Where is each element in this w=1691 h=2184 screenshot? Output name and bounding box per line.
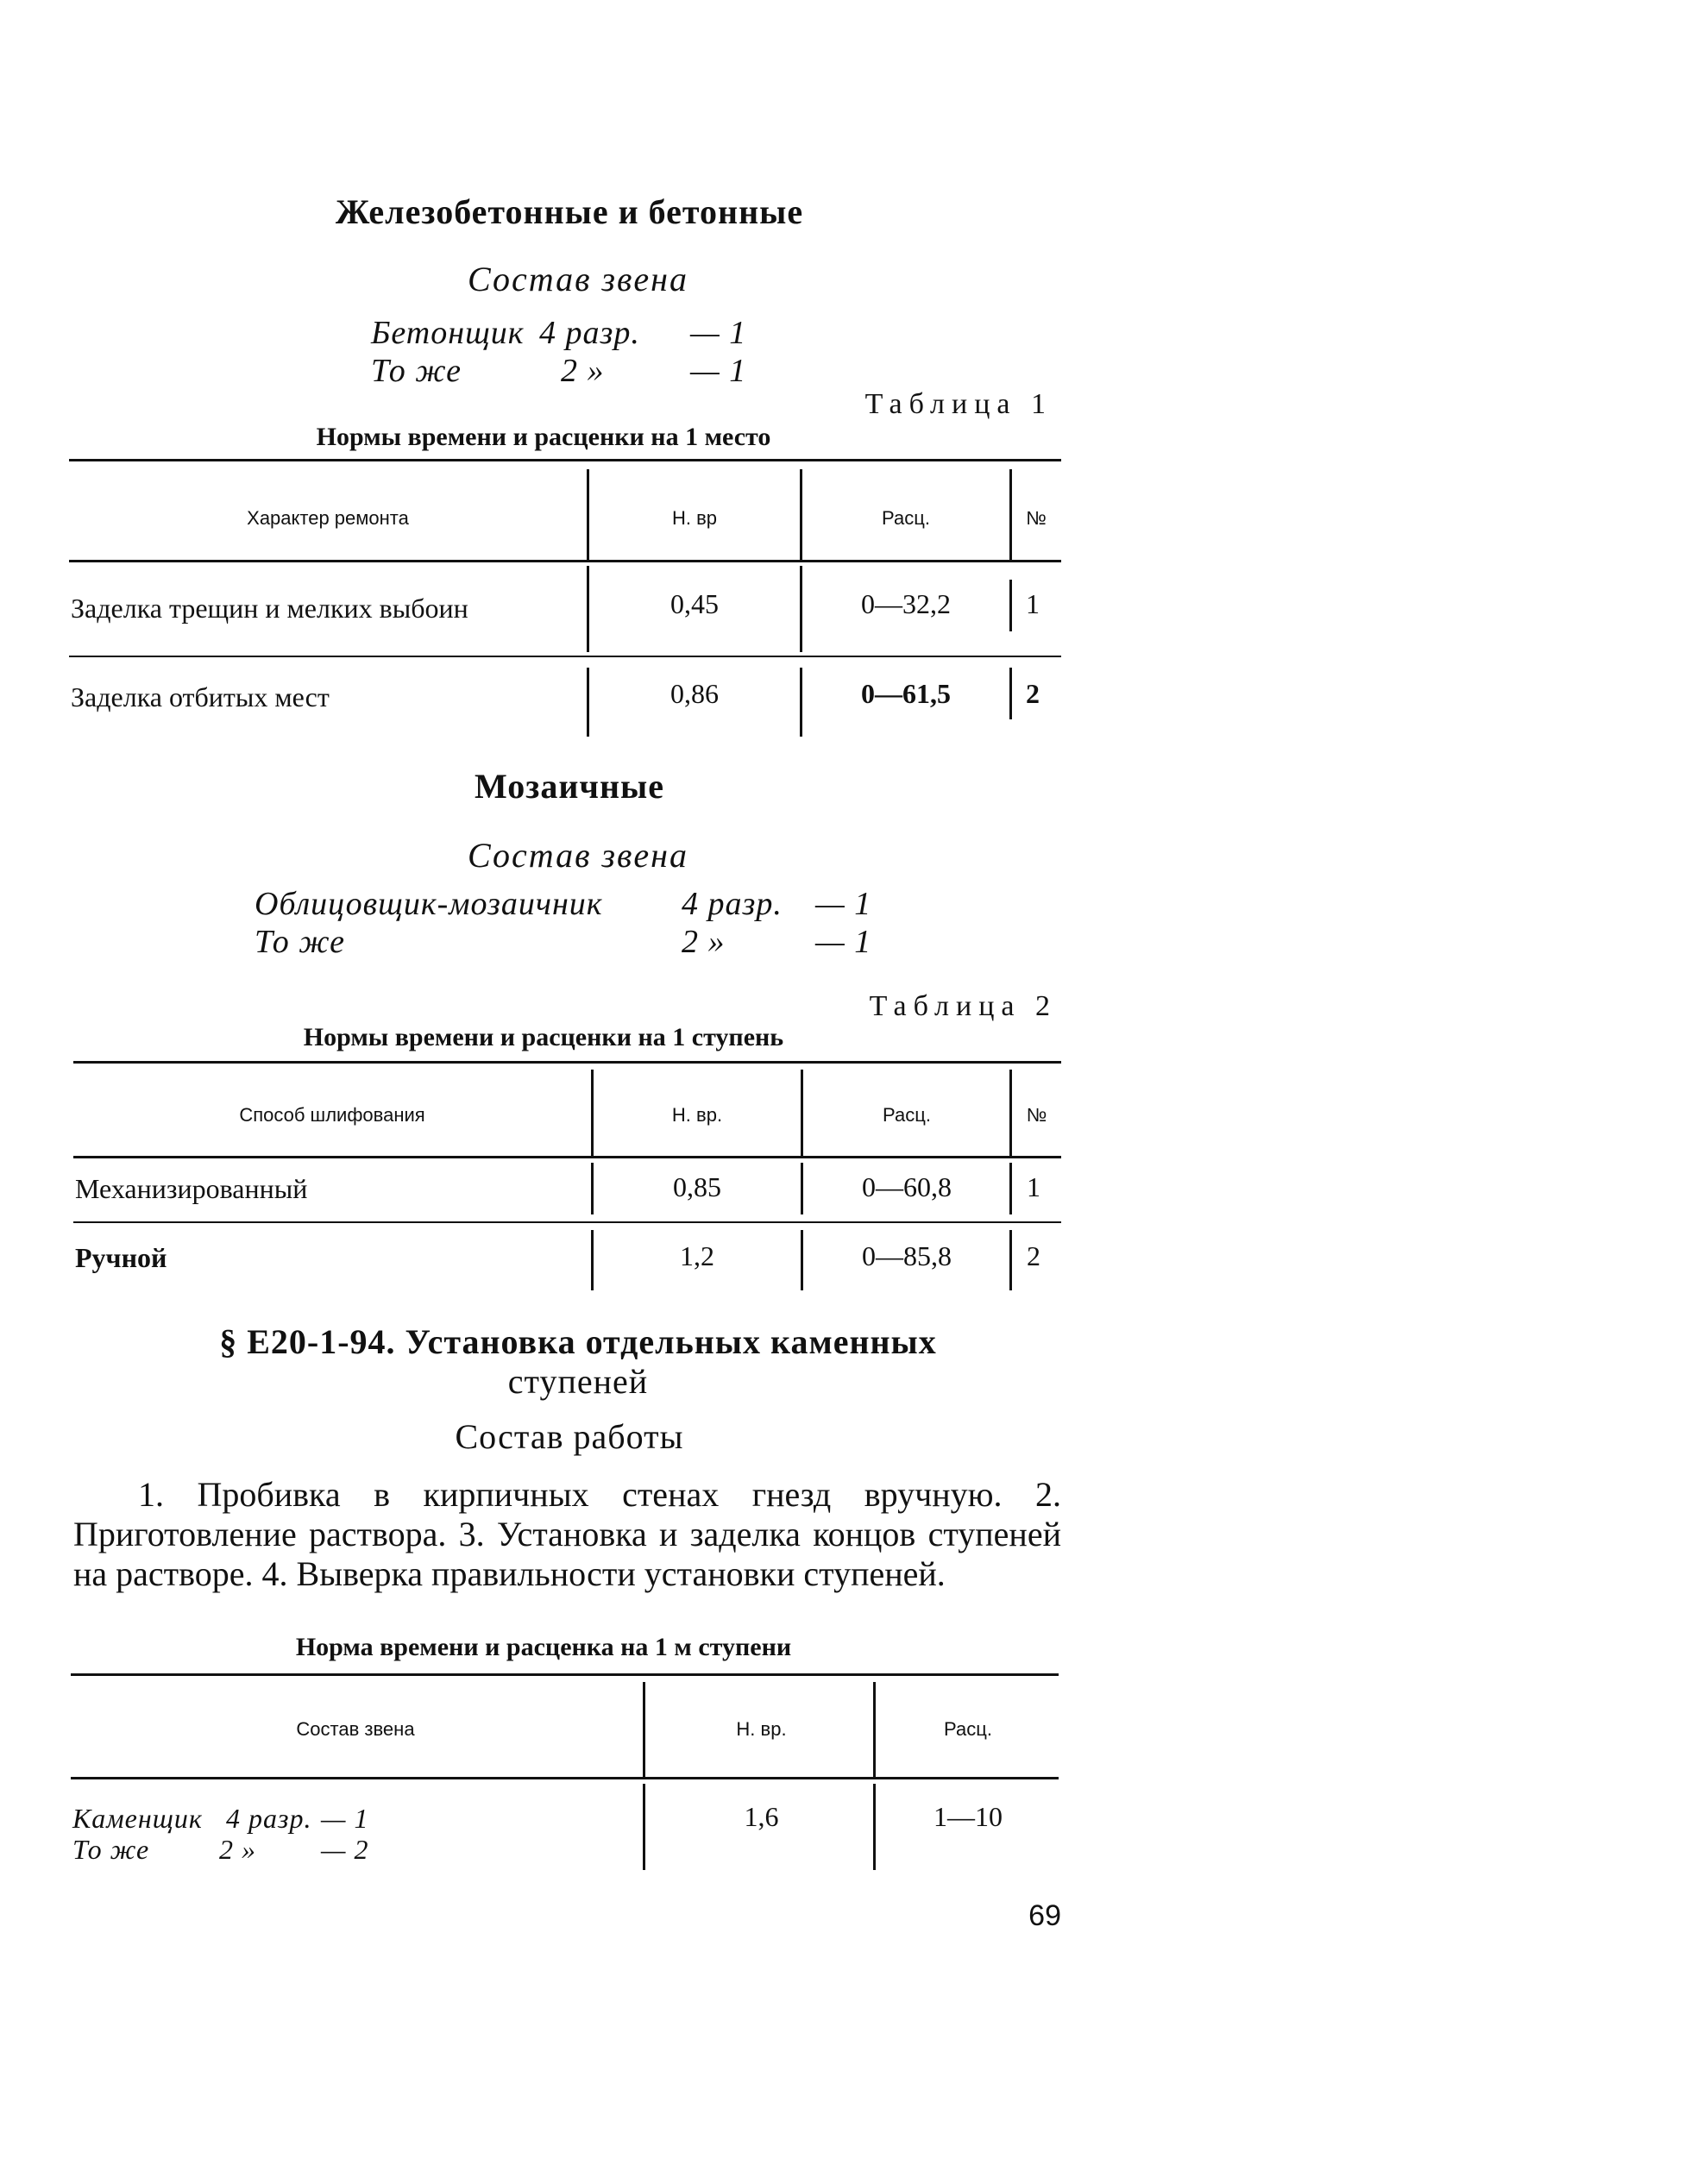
- table-2: [73, 1061, 1061, 1294]
- table-cell: 0,86: [670, 678, 719, 709]
- table-header-cell: Способ шлифования: [239, 1104, 425, 1126]
- crew-grade: 2 »: [561, 353, 605, 389]
- crew-title: Состав звена: [467, 260, 688, 298]
- table-rule: [69, 560, 1061, 562]
- table-rule: [591, 1230, 594, 1290]
- table-rule: [587, 668, 589, 737]
- table-rule: [71, 1777, 1059, 1779]
- table-cell: Ручной: [75, 1242, 167, 1273]
- crew-role: То же: [255, 924, 345, 960]
- table-header-cell: Расц.: [882, 507, 930, 529]
- table-cell: Заделка отбитых мест: [71, 681, 330, 712]
- table-rule: [873, 1784, 876, 1870]
- table-cell: Заделка трещин и мелких выбоин: [71, 593, 468, 624]
- table-cell: Механизированный: [75, 1173, 308, 1204]
- table-header-cell: Характер ремонта: [247, 507, 409, 529]
- table-rule: [1009, 668, 1012, 719]
- crew-grade: 4 разр.: [539, 315, 640, 351]
- table-cell: 0,85: [673, 1171, 721, 1202]
- crew-role: То же: [371, 353, 462, 389]
- table-cell: 1: [1026, 588, 1040, 619]
- crew-grade: 4 разр.: [682, 886, 783, 922]
- table-cell: 1,2: [680, 1240, 714, 1271]
- table-cell: 1: [1027, 1171, 1040, 1202]
- table-cell: 2: [1026, 678, 1040, 709]
- crew-role: Бетонщик: [371, 315, 525, 351]
- table-number: Таблица 2: [869, 990, 1057, 1022]
- table-cell: 0—61,5: [861, 678, 951, 709]
- table-rule: [800, 566, 802, 652]
- table-rule: [1009, 580, 1012, 631]
- table-rule: [643, 1682, 645, 1777]
- table-cell: 0—60,8: [862, 1171, 952, 1202]
- table-rule: [1009, 1230, 1012, 1290]
- table-cell: 0—85,8: [862, 1240, 952, 1271]
- table-rule: [801, 1230, 803, 1290]
- crew-count: — 1: [690, 353, 747, 389]
- crew-count: — 1: [690, 315, 747, 351]
- table-rule: [801, 1070, 803, 1156]
- table-header-cell: Расц.: [883, 1104, 931, 1126]
- table-cell: 1,6: [744, 1801, 779, 1832]
- table-cell: 0,45: [670, 588, 719, 619]
- table-rule: [71, 1673, 1059, 1676]
- table-header-cell: Расц.: [944, 1718, 992, 1740]
- table-3: [71, 1673, 1059, 1872]
- table-caption: Нормы времени и расценки на 1 ступень: [303, 1023, 784, 1051]
- table-rule: [73, 1061, 1061, 1064]
- work-description: 1. Пробивка в кирпичных стенах гнезд вручную. 2. Приготовление раствора. 3. Установка и заделка концов ступеней на растворе. 4. Выверка правильности установки ступеней.: [73, 1475, 1061, 1593]
- section-heading: § Е20-1-94. Установка отдельных каменных: [219, 1322, 937, 1361]
- work-title: Состав работы: [455, 1417, 684, 1456]
- crew-role: То же: [72, 1834, 150, 1865]
- table-rule: [69, 459, 1061, 461]
- crew-count: — 2: [321, 1834, 369, 1865]
- table-rule: [1009, 1163, 1012, 1214]
- table-caption: Нормы времени и расценки на 1 место: [316, 423, 771, 451]
- table-rule: [587, 566, 589, 652]
- table-rule: [587, 469, 589, 560]
- crew-count: — 1: [321, 1803, 369, 1834]
- table-header-cell: Н. вр: [671, 507, 718, 529]
- section-heading-continuation: ступеней: [507, 1362, 649, 1401]
- crew-role: Каменщик: [72, 1803, 203, 1834]
- page-number: 69: [1028, 1899, 1061, 1932]
- crew-title: Состав звена: [467, 836, 688, 875]
- table-rule: [1009, 1070, 1012, 1156]
- table-cell: 1—10: [934, 1801, 1003, 1832]
- table-1: [69, 459, 1061, 735]
- table-rule: [73, 1156, 1061, 1158]
- table-rule: [1009, 469, 1012, 560]
- crew-role: Облицовщик-мозаичник: [255, 886, 603, 922]
- table-rule: [591, 1163, 594, 1214]
- table-rule: [801, 1163, 803, 1214]
- table-header-cell: №: [1026, 507, 1047, 529]
- table-rule: [643, 1784, 645, 1870]
- crew-grade: 4 разр.: [226, 1803, 312, 1834]
- table-rule: [800, 668, 802, 737]
- table-rule: [873, 1682, 876, 1777]
- table-header-cell: Н. вр.: [736, 1718, 787, 1740]
- table-caption: Норма времени и расценка на 1 м ступени: [295, 1633, 792, 1661]
- crew-count: — 1: [815, 886, 872, 922]
- table-rule: [591, 1070, 594, 1156]
- section-heading: Мозаичные: [475, 767, 664, 806]
- crew-grade: 2 »: [219, 1834, 256, 1865]
- table-rule: [73, 1221, 1061, 1223]
- table-header-cell: Состав звена: [296, 1718, 415, 1740]
- table-cell: 0—32,2: [861, 588, 951, 619]
- crew-count: — 1: [815, 924, 872, 960]
- table-header-cell: №: [1026, 1104, 1047, 1126]
- table-number: Таблица 1: [864, 388, 1053, 420]
- crew-grade: 2 »: [682, 924, 726, 960]
- table-rule: [69, 656, 1061, 657]
- table-rule: [800, 469, 802, 560]
- section-heading: Железобетонные и бетонные: [335, 192, 804, 231]
- table-header-cell: Н. вр.: [671, 1104, 723, 1126]
- table-cell: 2: [1027, 1240, 1040, 1271]
